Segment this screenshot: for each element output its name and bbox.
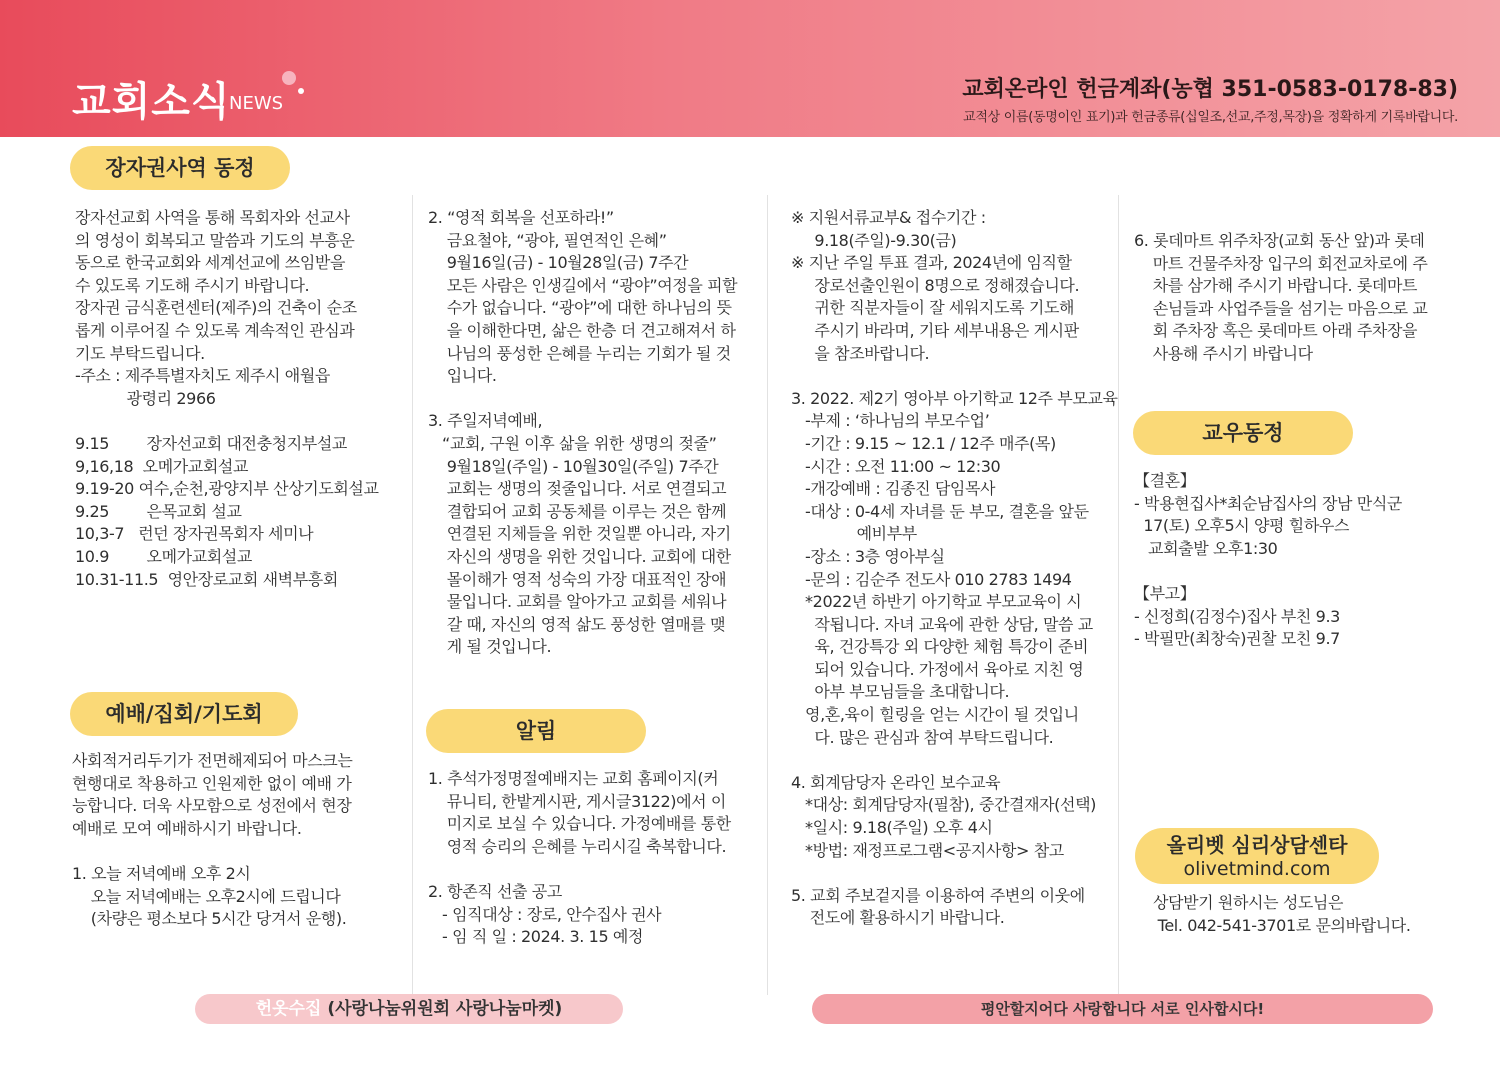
decor-dot-small-icon [298, 88, 304, 94]
brand-subtitle: NEWS [229, 93, 284, 114]
brand-title: 교회소식 [72, 79, 231, 125]
greeting-banner: 평안할지어다 사랑합니다 서로 인사합시다! [812, 994, 1433, 1024]
olive-center-body: 상담받기 원하시는 성도님은 Tel. 042-541-3701로 문의바랍니다. [1153, 893, 1411, 935]
notice-body: 1. 추석가정명절예배지는 교회 홈페이지(커 뮤니티, 한밭게시판, 게시글3122)에서 이 미지로 보실 수 있습니다. 가정예배를 통한 영적 승리의 은혜를 누리시길 축복합니다. 2. 항존직 선출 공고 - 임직대상 : 장로, 안수집사 권사 - 임 직 일 : 2024. 3. 15 예정 [428, 769, 731, 947]
clothes-collection-highlight: 헌옷수집 [255, 999, 322, 1019]
decor-dot-icon [282, 71, 296, 85]
members-body: 【결혼】 - 박용현집사*최순남집사의 장남 만식군 17(토) 오후5시 양평 힐하우스 교회출발 오후1:30 【부고】 - 신정희(김정수)집사 부친 9.3 - 박필만(최창숙)권찰 모친 9.7 [1134, 471, 1402, 649]
jangjakwon-body: 장자선교회 사역을 통해 목회자와 선교사 의 영성이 회복되고 말씀과 기도의 부흥운 동으로 한국교회와 세계선교에 쓰임받을 수 있도록 기도해 주시기 바랍니다. 장자권 금식훈련센터(제주)의 건축이 순조 롭게 이루어질 수 있도록 계속적인 관심과 기도 부탁드립니다. -주소 : 제주특별자치도 제주시 애월읍 광령리 2966 9.15 장자선교회 대전충청지부설교 9,16,18 오메가교회설교 9.19-20 여수,순천,광양지부 산상기도회설교 9.25 은목교회 설교 10,3-7 런던 장자권목회자 세미나 10.9 오메가교회설교 10.31-11.5 영안장로교회 새벽부흥회 [75, 208, 379, 589]
col3-body: ※ 지원서류교부& 접수기간 : 9.18(주일)-9.30(금) ※ 지난 주일 투표 결과, 2024년에 임직할 장로선출인원이 8명으로 정해졌습니다. 귀한 직분자들이 잘 세워지도록 기도해 주시기 바라며, 기타 세부내용은 게시판 을 참조바랍니다. 3. 2022. 제2기 영아부 아기학교 12주 부모교육 -부제 : ‘하나님의 부모수업’ -기간 : 9.15 ~ 12.1 / 12주 매주(목) -시간 : 오전 11:00 ~ 12:30 -개강예배 : 김종진 담임목사 -대상 : 0-4세 자녀를 둔 부모, 결혼을 앞둔 예비부부 -장소 : 3층 영아부실 -문의 : 김순주 전도사 010 2783 1494 *2022년 하반기 아기학교 부모교육이 시 작됩니다. 자녀 교육에 관한 상담, 말씀 교 육, 건강특강 외 다양한 체험 특강이 준비 되어 있습니다. 가정에서 육아로 지친 영 아부 부모님들을 초대합니다. 영,혼,육이 힐링을 얻는 시간이 될 것입니 다. 많은 관심과 참여 부탁드립니다. 4. 회계담당자 온라인 보수교육 *대상: 회계담당자(필참), 중간결재자(선택) *일시: 9.18(주일) 오후 4시 *방법: 재정프로그램<공지사항> 참고 5. 교회 주보겉지를 이용하여 주변의 이웃에 전도에 활용하시기 바랍니다. [791, 208, 1118, 928]
olive-center-url: olivetmind.com [1183, 858, 1331, 880]
olive-center-title: 올리벳 심리상담센타 [1166, 833, 1348, 857]
section-title-worship: 예배/집회/기도회 [70, 692, 298, 736]
header-banner [0, 0, 1500, 137]
account-note: 교적상 이름(동명이인 표기)과 헌금종류(십일조,선교,주정,목장)을 정확하게 기록바랍니다. [963, 110, 1458, 125]
section-title-notice: 알림 [426, 709, 646, 753]
section-title-members: 교우동정 [1133, 411, 1353, 455]
account-title: 교회온라인 헌금계좌(농협 351-0583-0178-83) [962, 77, 1458, 102]
column-divider [1118, 195, 1119, 995]
section-title-jangjakwon: 장자권사역 동정 [70, 146, 290, 190]
parking-notice: 6. 롯데마트 위주차장(교회 동산 앞)과 롯데 마트 건물주차장 입구의 회전교차로에 주 차를 삼가해 주시기 바랍니다. 롯데마트 손님들과 사업주들을 섬기는 마음으로 교 회 주차장 혹은 롯데마트 아래 주차장을 사용해 주시기 바랍니다 [1134, 231, 1428, 363]
clothes-collection-banner [195, 994, 623, 1024]
col2-events-body: 2. “영적 회복을 선포하라!” 금요철야, “광야, 필연적인 은혜” 9월16일(금) - 10월28일(금) 7주간 모든 사람은 인생길에서 “광야”여정을 피할 수가 없습니다. “광야”에 대한 하나님의 뜻 을 이해한다면, 삶은 한층 더 견고해져서 하 나님의 풍성한 은혜를 누리는 기회가 될 것 입니다. 3. 주일저녁예배, “교회, 구원 이후 삶을 위한 생명의 젖줄” 9월18일(주일) - 10월30일(주일) 7주간 교회는 생명의 젖줄입니다. 서로 연결되고 결합되어 교회 공동체를 이루는 것은 함께 연결된 지체들을 위한 것일뿐 아니라, 자기 자신의 생명을 위한 것입니다. 교회에 대한 몰이해가 영적 성숙의 가장 대표적인 장애 물입니다. 교회를 알아가고 교회를 세워나 갈 때, 자신의 영적 삶도 풍성한 열매를 맺 게 될 것입니다. [428, 208, 738, 657]
clothes-collection-text: (사랑나눔위원회 사랑나눔마켓) [321, 999, 563, 1019]
worship-body: 사회적거리두기가 전면해제되어 마스크는 현행대로 착용하고 인원제한 없이 예배 가 능합니다. 더욱 사모함으로 성전에서 현장 예배로 모여 예배하시기 바랍니다. 1. 오늘 저녁예배 오후 2시 오늘 저녁예배는 오후2시에 드립니다 (차량은 평소보다 5시간 당겨서 운행). [72, 751, 353, 929]
olive-center-badge [1135, 828, 1379, 884]
column-divider [767, 195, 768, 995]
column-divider [412, 195, 413, 995]
